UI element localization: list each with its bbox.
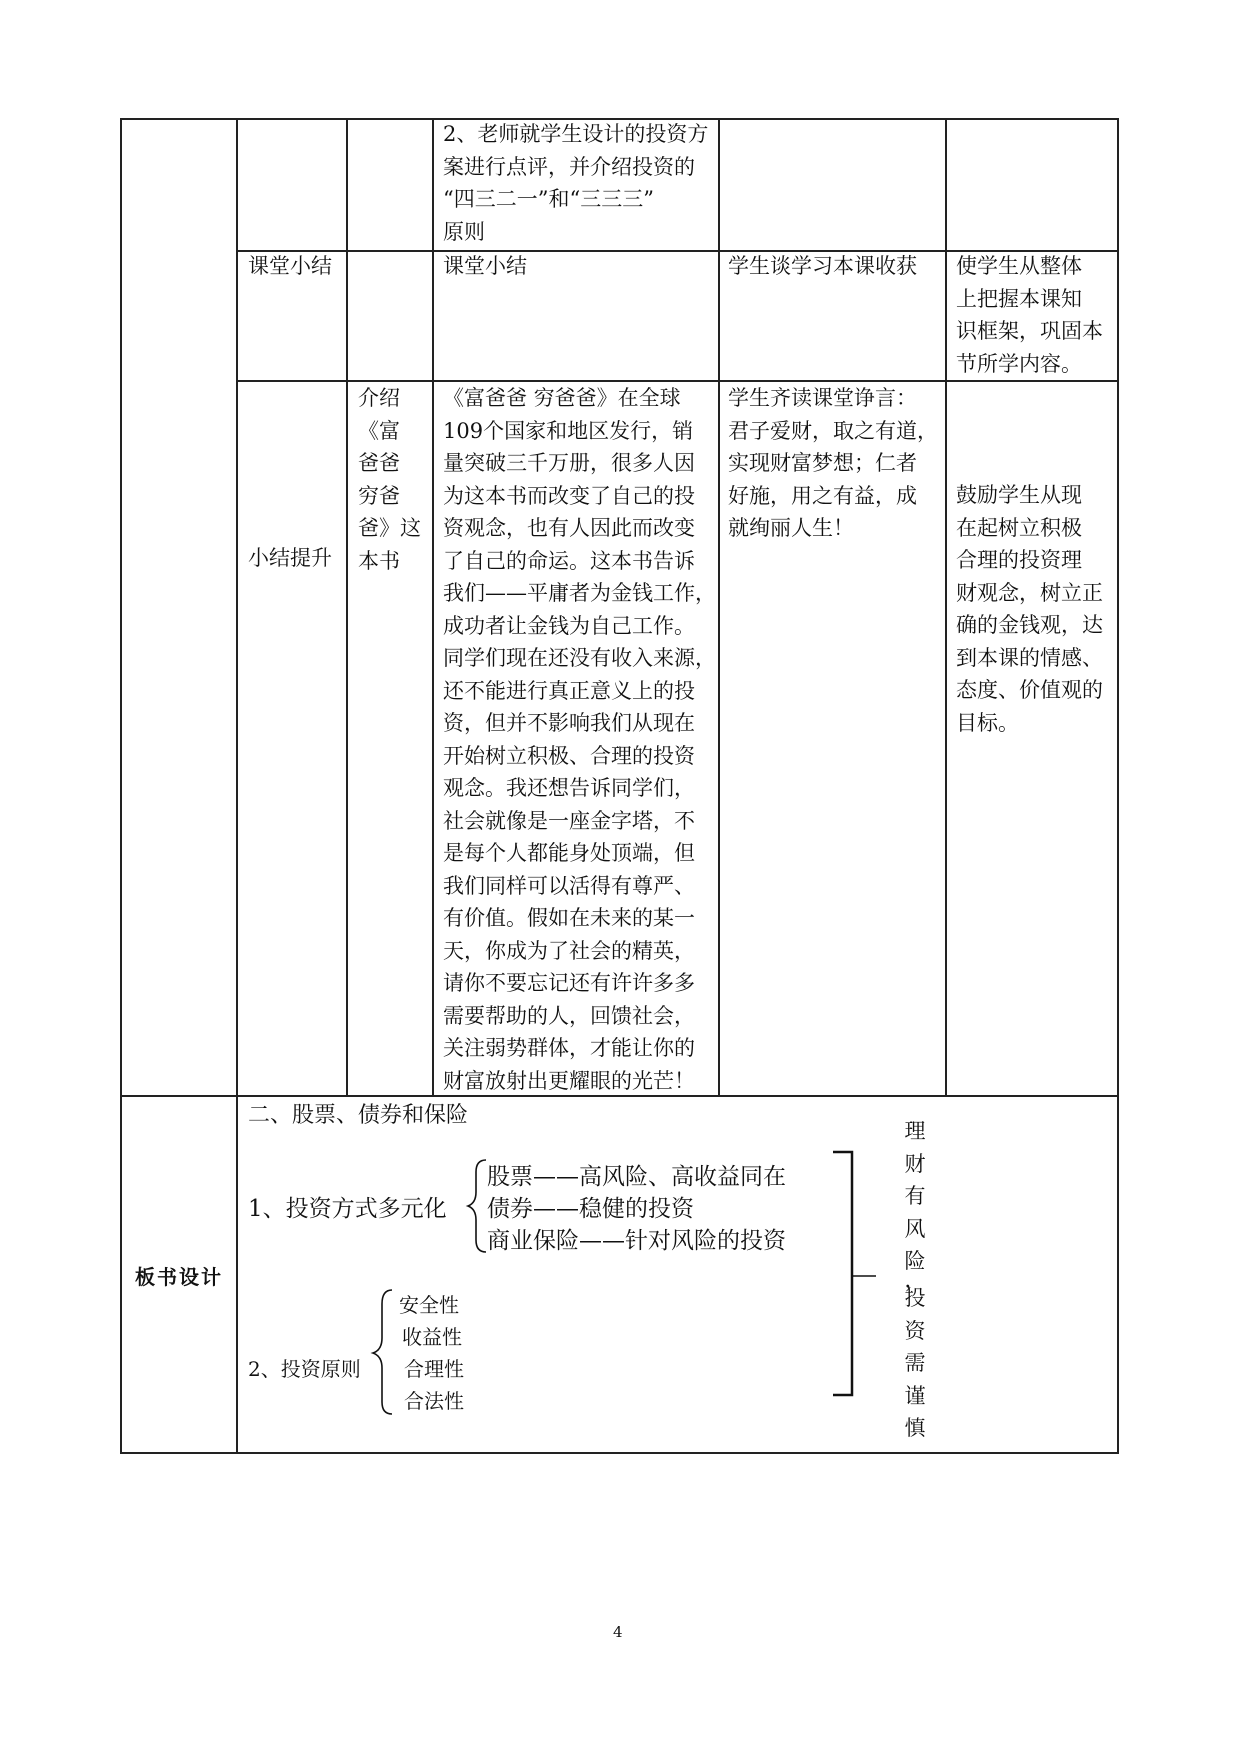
section1-item-2: 债券——稳健的投资 [487,1196,694,1222]
row3-intent: 鼓励学生从现 在起树立积极 合理的投资理 财观念，树立正 确的金钱观，达 到本课的情感、 态度、价值观的 目标。 [956,483,1103,735]
row2-stage: 课堂小结 [248,254,332,278]
section1-left-brace [468,1160,486,1252]
row3-item: 介绍 《富 爸爸 穷爸 爸》这 本书 [358,386,421,573]
section2-item-4: 合法性 [404,1389,464,1413]
conclusion-char: ， [904,1267,926,1292]
conclusion-char: 险 [904,1249,926,1273]
conclusion-char: 财 [904,1151,926,1176]
row2-student: 学生谈学习本课收获 [728,254,917,278]
row3-content: 《富爸爸 穷爸爸》在全球 109个国家和地区发行，销 量突破三千万册，很多人因 为这本书而改变了自己的投 资观念，也有人因此而改变 了自己的命运。这本书告诉 我们——平庸者为金钱工作， 成功者让金钱为自己工作。 同学们现在还没有收入来源， 还不能进行真正意义上的投 资，但并不影响我们从现在 开始树立积极、合理的投资 观念。我还想告诉同学们， 社会就像是一座金字塔，不 是每个人都能身处顶端，但 我们同样可以活得有尊严、 有价值。假如在未来的某一 天，你成为了社会的精英， 请你不要忘记还有许许多多 需要帮助的人，回馈社会， 关注弱势群体，才能让你的 财富放射出更耀眼的光芒！ [443,386,716,1093]
section2-item-3: 合理性 [404,1357,464,1381]
section1-item-3: 商业保险——针对风险的投资 [487,1228,786,1254]
row3-student: 学生齐读课堂诤言： 君子爱财，取之有道， 实现财富梦想；仁者 好施，用之有益，成 就绚丽人生！ [728,386,938,540]
conclusion-char: 需 [904,1351,926,1375]
conclusion-char: 投 [904,1286,926,1310]
right-bracket [833,1152,852,1395]
board-label: 板书设计 [135,1265,223,1289]
section1-title: 1、投资方式多元化 [248,1196,447,1222]
conclusion-char: 慎 [904,1416,926,1440]
conclusion-char: 风 [904,1216,926,1241]
section1-item-1: 股票——高风险、高收益同在 [487,1164,786,1190]
conclusion-char: 资 [904,1318,926,1343]
conclusion-char: 理 [904,1119,926,1143]
conclusion-char: 有 [904,1184,926,1208]
page-number: 4 [613,1623,623,1641]
conclusion-char: 谨 [904,1383,926,1408]
row2-intent: 使学生从整体 上把握本课知 识框架，巩固本 节所学内容。 [956,254,1103,376]
section2-left-brace [373,1290,392,1414]
board-heading: 二、股票、债券和保险 [248,1103,469,1128]
section2-item-2: 收益性 [402,1325,462,1349]
row1-content: 2、老师就学生设计的投资方 案进行点评，并介绍投资的 “四三二一”和“三三三” 原则 [443,122,709,244]
section2-item-1: 安全性 [399,1293,459,1317]
section2-title: 2、投资原则 [248,1357,361,1381]
row3-stage: 小结提升 [248,546,332,570]
row2-content: 课堂小结 [443,254,527,278]
